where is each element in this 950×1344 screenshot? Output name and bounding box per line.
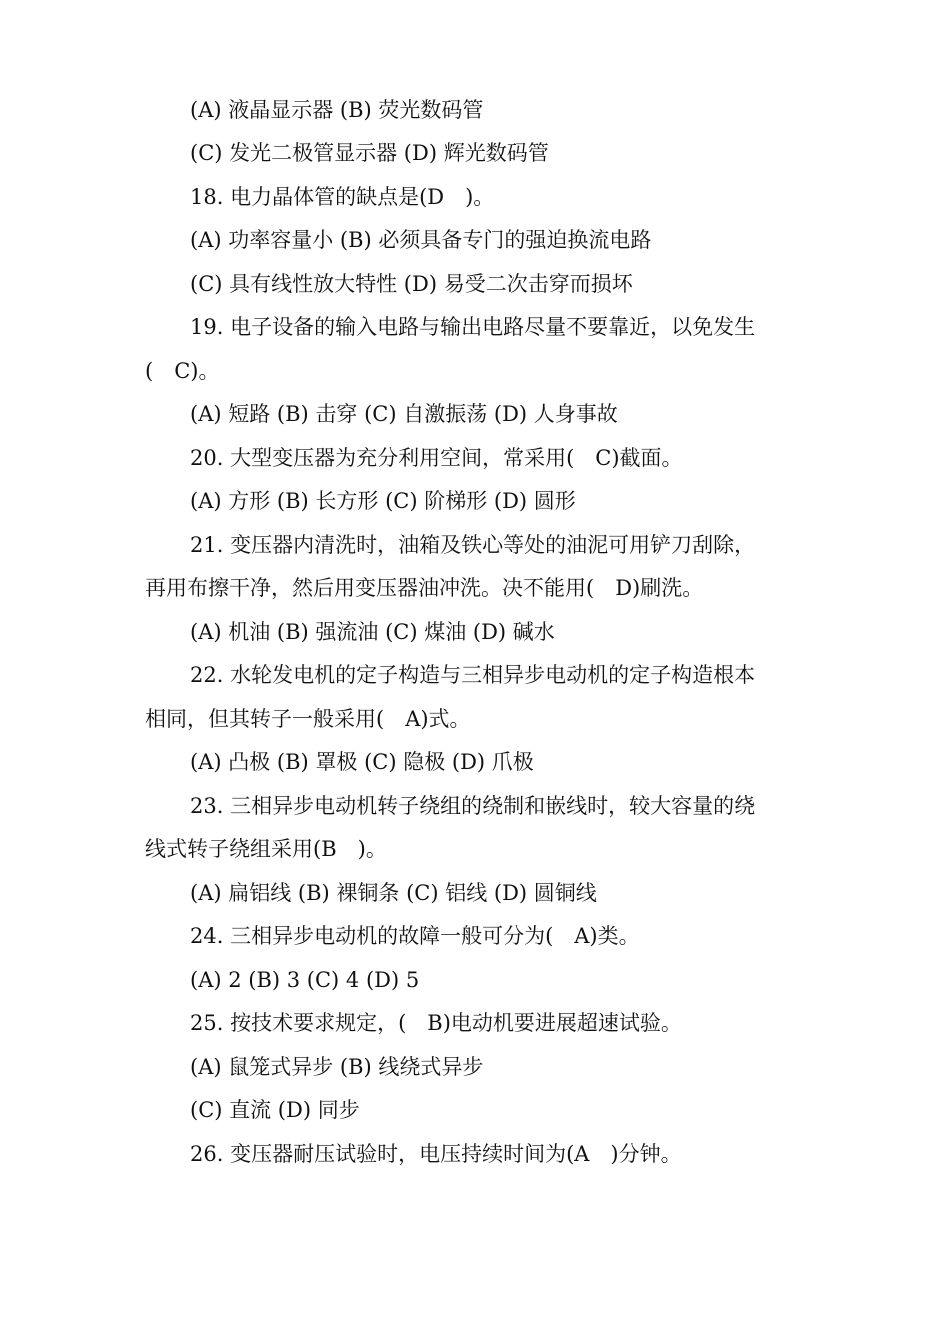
question-line: 24. 三相异步电动机的故障一般可分为( A)类。 xyxy=(190,924,640,948)
option-line: (C) 直流 (D) 同步 xyxy=(190,1098,360,1122)
option-line: (A) 鼠笼式异步 (B) 线绕式异步 xyxy=(190,1055,484,1079)
question-line: 21. 变压器内清洗时，油箱及铁心等处的油泥可用铲刀刮除， xyxy=(190,533,756,557)
option-line: (A) 液晶显示器 (B) 荧光数码管 xyxy=(190,98,484,122)
question-line: 23. 三相异步电动机转子绕组的绕制和嵌线时，较大容量的绕 xyxy=(190,794,756,818)
option-line: (A) 方形 (B) 长方形 (C) 阶梯形 (D) 圆形 xyxy=(190,489,576,513)
option-line: (A) 机油 (B) 强流油 (C) 煤油 (D) 碱水 xyxy=(190,620,555,644)
question-continuation: 再用布擦干净，然后用变压器油冲洗。决不能用( D)刷洗。 xyxy=(145,576,704,600)
question-line: 22. 水轮发电机的定子构造与三相异步电动机的定子构造根本 xyxy=(190,663,756,687)
question-line: 18. 电力晶体管的缺点是(D )。 xyxy=(190,185,495,209)
option-line: (C) 具有线性放大特性 (D) 易受二次击穿而损坏 xyxy=(190,272,633,296)
question-line: 25. 按技术要求规定，( B)电动机要进展超速试验。 xyxy=(190,1011,682,1035)
question-line: 26. 变压器耐压试验时，电压持续时间为(A )分钟。 xyxy=(190,1142,682,1166)
option-line: (A) 扁铝线 (B) 裸铜条 (C) 铝线 (D) 圆铜线 xyxy=(190,881,597,905)
option-line: (C) 发光二极管显示器 (D) 辉光数码管 xyxy=(190,141,549,165)
option-line: (A) 凸极 (B) 罩极 (C) 隐极 (D) 爪极 xyxy=(190,750,534,774)
option-line: (A) 短路 (B) 击穿 (C) 自激振荡 (D) 人身事故 xyxy=(190,402,618,426)
option-line: (A) 功率容量小 (B) 必须具备专门的强迫换流电路 xyxy=(190,228,652,252)
question-line: 20. 大型变压器为充分利用空间，常采用( C)截面。 xyxy=(190,446,683,470)
question-continuation: 相同，但其转子一般采用( A)式。 xyxy=(145,707,471,731)
question-continuation: ( C)。 xyxy=(145,359,220,383)
question-continuation: 线式转子绕组采用(B )。 xyxy=(145,837,387,861)
option-line: (A) 2 (B) 3 (C) 4 (D) 5 xyxy=(190,968,420,992)
question-line: 19. 电子设备的输入电路与输出电路尽量不要靠近，以免发生 xyxy=(190,315,756,339)
